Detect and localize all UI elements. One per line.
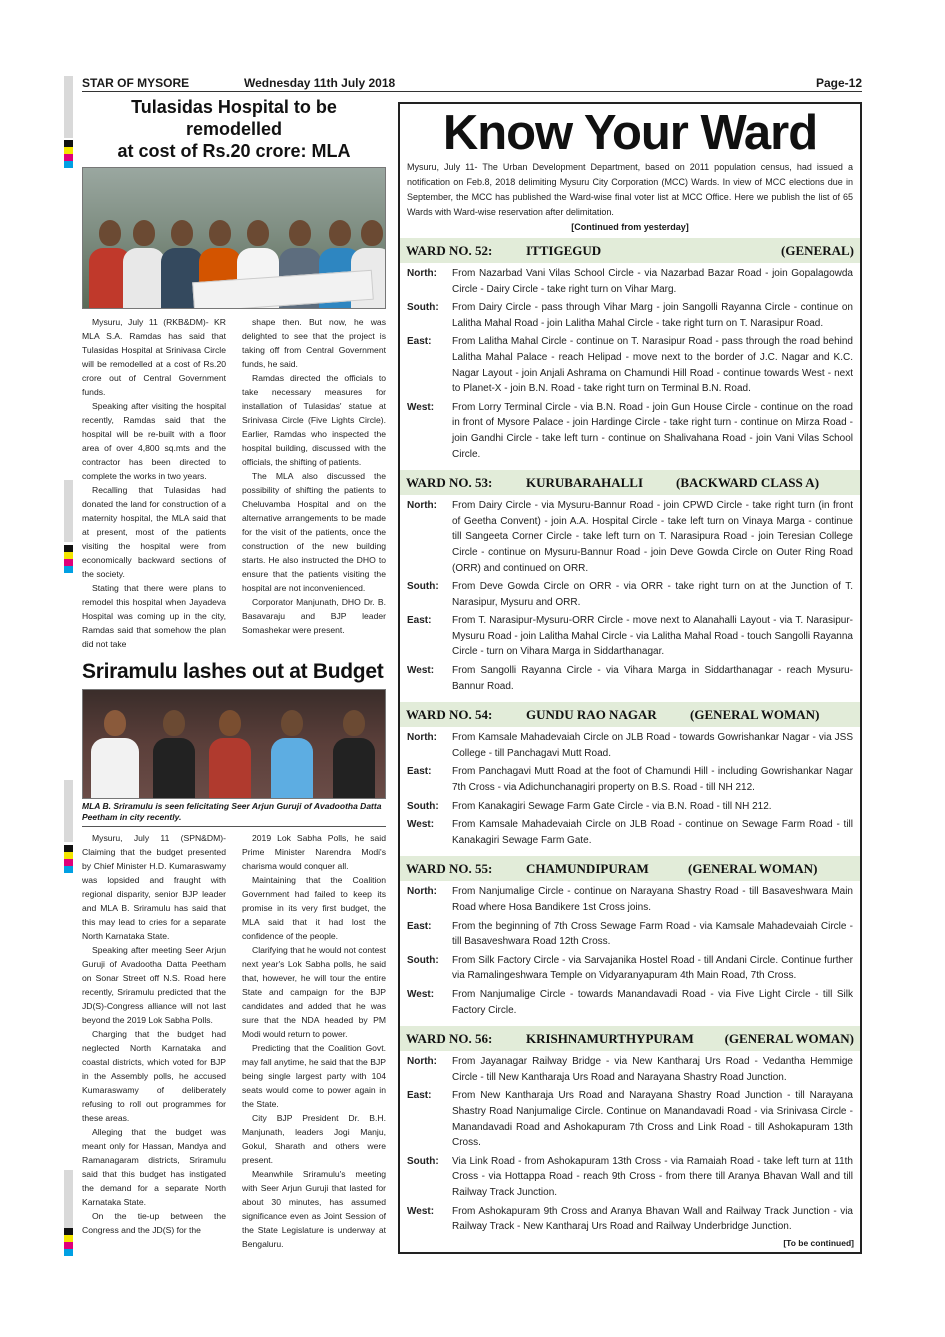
margin-strip-top [64, 76, 73, 138]
ward-heading: WARD NO. 53: KURUBARAHALLI (BACKWARD CLASS A) [400, 470, 860, 495]
ward-heading: WARD NO. 56: KRISHNAMURTHYPURAM (GENERAL WOMAN) [400, 1026, 860, 1051]
ward-boundary: South: From Kanakagiri Sewage Farm Gate Circle - via B.N. Road - till NH 212. [407, 800, 772, 812]
ward-heading: WARD NO. 55: CHAMUNDIPURAM (GENERAL WOMAN) [400, 856, 860, 881]
ward-boundary: East: From the beginning of 7th Cross Sewage Farm Road - via Kamsale Mahadevaiah Circle - till Basaveshwara Road 12th Cross. [407, 920, 853, 948]
ward-boundary: North: From Nazarbad Vani Vilas School Circle - via Nazarbad Bazar Road - join Gopalagowda Circle - Dairy Circle - take right turn on Vihar Marg. [407, 268, 853, 295]
margin-strip-mid [64, 480, 73, 542]
section-title: Know Your Ward [442, 106, 818, 160]
registration-marks [64, 545, 73, 573]
paper-name: STAR OF MYSORE [82, 76, 190, 90]
ward-boundary: East: From Lalitha Mahal Circle - continue on T. Narasipur Road - pass through the road behind Lalitha Mahal Palace - reach Helipad - move next to the border of J.C. Nagar and K.C. Nagar Layout - join Anjali Ashrama on Chamundi Hill Road - continue towards West - next to Planet-X - join B.N. Road - take right turn on Terminal B.N. Road. [407, 336, 853, 395]
article-headline: Sriramulu lashes out at Budget [82, 660, 384, 683]
article-body [82, 831, 386, 1251]
article-body [82, 315, 386, 651]
ward-heading: WARD NO. 54: GUNDU RAO NAGAR (GENERAL WOMAN) [400, 702, 860, 727]
article-photo [82, 689, 386, 799]
ward-boundary: North: From Nanjumalige Circle - continue on Narayana Shastry Road - till Basaveshwara Main Road where Hosa Bandikere 1st Cross joins. [407, 886, 853, 913]
to-be-continued-note: [To be continued] [783, 1237, 854, 1248]
know-your-ward-box [398, 102, 862, 1254]
continued-note: [Continued from yesterday] [571, 222, 689, 232]
registration-marks [64, 140, 73, 168]
article-photo [82, 167, 386, 309]
ward-boundary: West: From Sangolli Rayanna Circle - via Vihara Marga in Siddarthanagar - reach Mysuru-Bannur Road. [407, 665, 853, 692]
ward-boundary: North: From Kamsale Mahadevaiah Circle on JLB Road - towards Gowrishankar Nagar - via JSS College - till Panchagavi Mutt Road. [407, 732, 853, 759]
margin-strip-bottom [64, 1170, 73, 1232]
ward-boundary: North: From Dairy Circle - via Mysuru-Bannur Road - join CPWD Circle - take right turn (in front of Geetha Convent) - join A.A. Hospital Circle - take left turn on Vinaya Marga - continue till Sangeeta Corner Circle - take left turn on T. Narasipura Road - join Teresian College Circle - continue on Mysuru-Bannur Road - join Deve Gowda Circle on Outer Ring Road (ORR) and continued on ORR. [407, 500, 853, 574]
ward-boundary: South: From Deve Gowda Circle on ORR - via ORR - take right turn on at the Junction of T. Narasipur, Mysuru and ORR. [407, 581, 853, 608]
article-column: Mysuru, July 11 (RKB&DM)- KR MLA S.A. Ramdas has said that Tulasidas Hospital at Srinivasa Circle will be remodelled at a cost of Rs.20 crore out of Central Government funds. Speaking after visiting the hospital recently, Ramdas said that the hospital will be re-built with a floor area of over 4,800 sq.mts and the contractor has been directed to complete the works in two years. Recalling that Tulasidas had donated the land for construction of a maternity hospital, the MLA said that at present, most of the patients visiting the hospital were from economically backward sections of the society. Stating that there were plans to remodel this hospital when Jayadeva Hospital was coming up in the city, Ramdas said that somehow the plan did not take [82, 317, 226, 649]
ward-boundary: South: From Dairy Circle - pass through Vihar Marg - join Sangolli Rayanna Circle - continue on Lalitha Mahal Road - join Lalitha Mahal Circle - take right turn on T. Narasipur Road. [407, 302, 853, 329]
ward-boundary: North: From Jayanagar Railway Bridge - via New Kantharaj Urs Road - Vedantha Hemmige Circle - till New Kantharaja Urs Road and Narayana Shastry Road Junction. [407, 1056, 853, 1083]
ward-boundary: East: From T. Narasipur-Mysuru-ORR Circle - move next to Alanahalli Layout - via T. Narasipur-Mysuru Road - join Lalitha Mahal Circle - via Lalitha Mahal Road - touch Sangolli Rayanna Circle - turn on Vihara Marga in Siddarthanagar. [407, 615, 853, 658]
section-intro: Mysuru, July 11- The Urban Development Department, based on 2011 population census, had issued a notification on Feb.8, 2018 delimiting Mysuru City Corporation (MCC) Wards. In view of MCC elections due in September, the MCC has published the Ward-wise final voter list at MCC Office. Here we publish the list of 65 Wards with Ward-wise reservation after delimitation. [407, 162, 853, 217]
left-column [82, 96, 386, 1251]
registration-marks [64, 1228, 73, 1256]
ward-boundary: South: Via Link Road - from Ashokapuram 13th Cross - via Ramaiah Road - take left turn at 11th Cross - via Hottappa Road - reach 9th Cross - from there till Aranya Bhavan Wall and till Railway Track Junction. [407, 1155, 853, 1198]
ward-heading: WARD NO. 52: ITTIGEGUD (GENERAL) [400, 238, 860, 263]
article-column: shape then. But now, he was delighted to see that the project is taking off from Central Government funds, he said. Ramdas directed the officials to take necessary measures for installation of Tulasidas' statue at Srinivasa Circle (Five Lights Circle). Earlier, Ramdas who inspected the hospital building, discussed with the officials, the shifting of patients. The MLA also discussed the possibility of shifting the patients to Cheluvamba Hospital and on the alternative arrangements to be made for the visit of the patients, once the construction of the new building starts. He also instructed the DHO to ensure that the patients visiting the hospital are not inconvenienced. Corporator Manjunath, DHO Dr. B. Basavaraju and BJP leader Somashekar were present. [242, 317, 386, 635]
ward-boundary: West: From Ashokapuram 9th Cross and Aranya Bhavan Wall and Railway Track Junction - via Railway Track - New Kantharaj Urs Road and Railway Underbridge Junction. [407, 1205, 853, 1233]
ward-boundary: West: From Nanjumalige Circle - towards Manandavadi Road - via Five Light Circle - till Silk Factory Circle. [407, 988, 853, 1016]
ward-boundary: East: From Panchagavi Mutt Road at the foot of Chamundi Hill - including Gowrishankar Nagar 7th Cross - via Adichunchanagiri property on B.S. Road - till NH 212. [407, 766, 853, 794]
ward-boundary: East: From New Kantharaja Urs Road and Narayana Shastry Road Junction - till Narayana Shastry Road Nanjumalige Circle. Continue on Manandavadi Road - via Srinivasa Circle - Manandavadi Road and Ashokapuram 7th Cross and Link Road - till Ashokapuram 13th Cross. [407, 1090, 853, 1149]
ward-boundary: West: From Lorry Terminal Circle - via B.N. Road - join Gun House Circle - continue on the road in front of Mysore Palace - join Hardinge Circle - take right turn - continue on Mirza Road - join Gandhi Circle - take left turn - continue on Shalivahana Road - join Vani Vilas School Circle. [407, 401, 853, 460]
issue-date: Wednesday 11th July 2018 [244, 76, 396, 90]
article-column: Mysuru, July 11 (SPN&DM)- Claiming that the budget presented by Chief Minister H.D. Kumaraswamy was lopsided and fraught with regional disparity, senior BJP leader and MLA B. Sriramulu has said that this may lead to cries for a separate North Karnataka State. Speaking after meeting Seer Arjun Guruji of Avadootha Datta Peetham on Sonar Street off N.S. Road here recently, Sriramulu predicted that the JD(S)-Congress alliance will not last beyond the 2019 Lok Sabha Polls. Charging that the budget had neglected North Karnataka and coastal districts, which voted for BJP in the Assembly polls, he accused Kumaraswamy of deliberately refusing to roll out programmes for these areas. Alleging that the budget was meant only for Hassan, Mandya and Ramanagaram districts, Sriramulu said that this budget has instigated the demand for a separate North Karnataka State. On the tie-up between the Congress and the JD(S) for the [82, 833, 226, 1235]
margin-strip-lower [64, 780, 73, 842]
page-header [82, 76, 862, 92]
registration-marks [64, 845, 73, 873]
article-column: 2019 Lok Sabha Polls, he said Prime Minister Narendra Modi's charisma would conquer all. Maintaining that the Coalition Government had failed to keep its promise in its very first budget, the MLA said that it had lost the confidence of the people. Clarifying that he would not contest next year's Lok Sabha polls, he said that, however, he will tour the entire State and campaign for the BJP candidates and added that he was sure that the NDA headed by PM Modi would return to power. Predicting that the Coalition Govt. may fall anytime, he said that the BJP being single largest party with 104 seats would come to power again in the State. City BJP President Dr. B.H. Manjunath, leaders Jogi Manju, Gokul, Sharath and others were present. Meanwhile Sriramulu's meeting with Seer Arjun Guruji that lasted for about 30 minutes, has assumed significance even as Joint Session of the State Legislature is underway at Bengaluru. [242, 833, 386, 1249]
photo-caption: MLA B. Sriramulu is seen felicitating Seer Arjun Guruji of Avadootha Datta Peetham in city recently. [82, 799, 386, 827]
ward-boundary: South: From Silk Factory Circle - via Sarvajanika Hostel Road - till Andani Circle. Continue further via Ramalingeshwara Temple on Vidyaranyapuram 4th Main Road, 7th Cross. [407, 954, 853, 982]
ward-boundary: West: From Kamsale Mahadevaiah Circle on JLB Road - continue on Sewage Farm Road - till Kanakagiri Sewage Farm Gate. [407, 819, 853, 846]
page-number: Page-12 [815, 76, 862, 90]
article-headline: Tulasidas Hospital to be remodelled at cost of Rs.20 crore: MLA [117, 97, 351, 161]
